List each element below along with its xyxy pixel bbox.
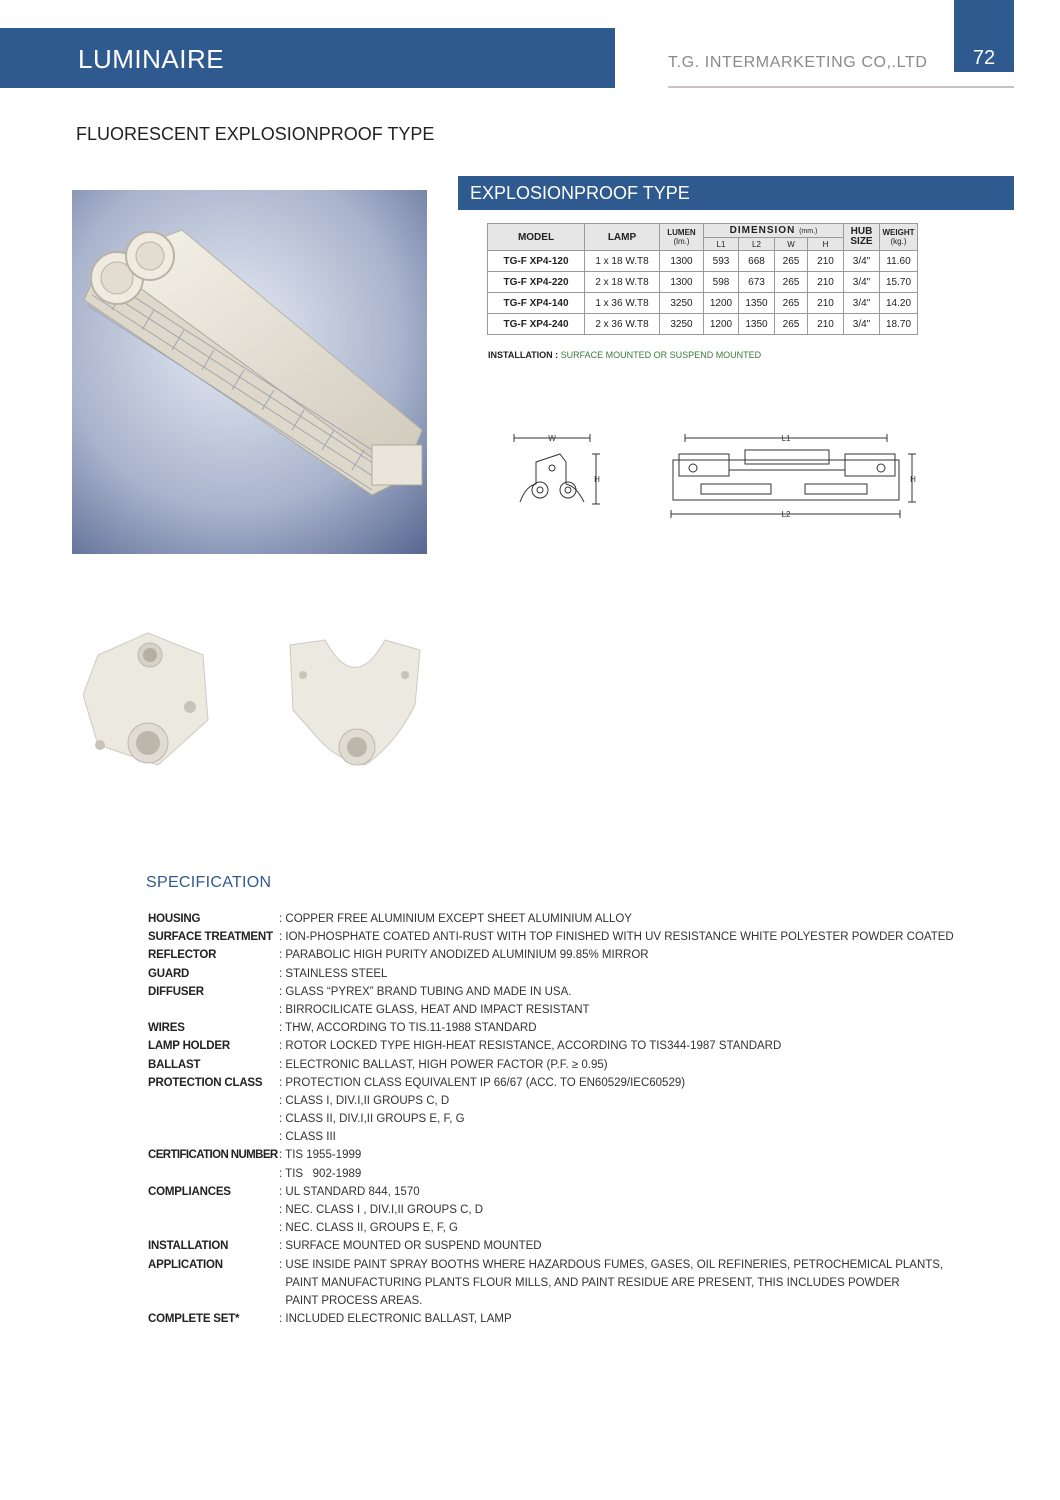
spec-row-compliances-cont [148,1219,1028,1237]
cell-lamp: 2 x 36 W.T8 [585,314,660,335]
spec-label: COMPLIANCES [148,1185,231,1198]
company-rule [668,86,1014,88]
specification-list [148,910,1028,1328]
spec-value: : CLASS II, DIV.I,II GROUPS E, F, G [279,1113,465,1126]
diagram-label-w: W [548,434,556,443]
th-l2: L2 [739,238,775,251]
spec-row-certification-number [148,1146,1028,1164]
cell-model: TG-F XP4-120 [488,251,585,272]
spec-label [148,1001,279,1019]
spec-label: HOUSING [148,913,201,925]
table-row [488,314,918,335]
th-hub-label: HUB [850,226,873,237]
spec-label [148,1092,279,1110]
spec-value: : NEC. CLASS II, GROUPS E, F, G [279,1222,458,1235]
cell-weight: 14.20 [880,293,918,314]
spec-label: WIRES [148,1022,185,1035]
type-title: EXPLOSIONPROOF TYPE [470,183,690,203]
cell-lumen: 3250 [660,314,704,335]
spec-row-compliances [148,1183,1028,1201]
cell-l1: 1200 [704,293,739,314]
th-w: W [775,238,808,251]
th-weight [880,224,918,251]
spec-row-complete-set [148,1310,1028,1328]
spec-row-guard [148,965,1028,983]
spec-row-compliances-cont [148,1201,1028,1219]
spec-row-protection-class-cont [148,1110,1028,1128]
spec-label [148,1201,279,1219]
spec-label [148,1292,279,1310]
cell-model: TG-F XP4-140 [488,293,585,314]
spec-row-lamp-holder [148,1037,1028,1055]
spec-value: : STAINLESS STEEL [279,967,388,980]
section-title: LUMINAIRE [78,44,225,74]
th-hub-size: SIZE [850,236,873,247]
spec-value: : UL STANDARD 844, 1570 [279,1185,420,1198]
spec-label [148,1165,279,1183]
th-model: MODEL [488,224,585,251]
cell-hub: 3/4" [844,314,880,335]
cell-h: 210 [808,272,844,293]
cell-l2: 1350 [739,314,775,335]
spec-label [148,1219,279,1237]
spec-label: CERTIFICATION NUMBER [148,1149,278,1162]
spec-value: : INCLUDED ELECTRONIC BALLAST, LAMP [279,1313,512,1326]
product-photo-luminaire [72,190,427,554]
cell-l2: 668 [739,251,775,272]
th-lumen-unit: (lm.) [673,237,690,246]
th-dimension-label: DIMENSION [729,225,796,236]
spec-value: : NEC. CLASS I , DIV.I,II GROUPS C, D [279,1204,484,1216]
spec-value: : SURFACE MOUNTED OR SUSPEND MOUNTED [279,1240,542,1253]
product-photo-end-fitting [78,625,213,770]
installation-note-value: SURFACE MOUNTED OR SUSPEND MOUNTED [560,350,762,360]
th-l1: L1 [704,238,739,251]
spec-value: : TIS 902-1989 [279,1167,362,1180]
spec-value: : PARABOLIC HIGH PURITY ANODIZED ALUMINIUM 99.85% MIRROR [279,949,649,962]
spec-value: PAINT PROCESS AREAS. [279,1294,423,1307]
diagram-label-l2: L2 [781,510,791,519]
page-subtitle: FLUORESCENT EXPLOSIONPROOF TYPE [76,124,435,144]
spec-row-installation [148,1237,1028,1255]
cell-lamp: 1 x 18 W.T8 [585,251,660,272]
diagram-label-h-end: H [594,475,600,484]
cell-hub: 3/4" [844,272,880,293]
cell-w: 265 [775,251,808,272]
th-dimension [704,224,844,238]
specification-heading: SPECIFICATION [146,874,272,891]
spec-value: : TIS 1955-1999 [279,1149,362,1162]
cell-l2: 1350 [739,293,775,314]
spec-value: : PROTECTION CLASS EQUIVALENT IP 66/67 (ACC. TO EN60529/IEC60529) [279,1076,686,1089]
table-row [488,251,918,272]
spec-label: REFLECTOR [148,949,217,962]
installation-note-label: INSTALLATION : [488,350,559,360]
cell-model: TG-F XP4-220 [488,272,585,293]
spec-value: : ROTOR LOCKED TYPE HIGH-HEAT RESISTANCE, ACCORDING TO TIS344-1987 STANDARD [279,1040,782,1053]
th-weight-label: WEIGHT [882,228,915,237]
cell-hub: 3/4" [844,293,880,314]
spec-row-reflector [148,946,1028,964]
th-lamp: LAMP [585,224,660,251]
spec-value: : USE INSIDE PAINT SPRAY BOOTHS WHERE HAZARDOUS FUMES, GASES, OIL REFINERIES, PETROCHEMICAL PLANTS, [279,1258,944,1271]
diagram-label-h-side: H [910,475,916,484]
th-weight-unit: (kg.) [890,237,907,246]
spec-value: : CLASS III [279,1131,336,1144]
spec-row-application-cont [148,1292,1028,1310]
cell-l1: 593 [704,251,739,272]
cell-weight: 18.70 [880,314,918,335]
cell-weight: 15.70 [880,272,918,293]
spec-row-surface-treatment [148,928,1028,946]
cell-l1: 598 [704,272,739,293]
model-table [487,223,918,335]
th-h: H [808,238,844,251]
cell-h: 210 [808,314,844,335]
spec-value: : ELECTRONIC BALLAST, HIGH POWER FACTOR (P.F. ≥ 0.95) [279,1058,608,1071]
spec-label: COMPLETE SET* [148,1313,240,1326]
spec-label: BALLAST [148,1058,201,1071]
table-row [488,272,918,293]
spec-label [148,1128,279,1146]
spec-value: : ION-PHOSPHATE COATED ANTI-RUST WITH TOP FINISHED WITH UV RESISTANCE WHITE POLYESTER POWDER COATED [279,931,954,944]
cell-lamp: 2 x 18 W.T8 [585,272,660,293]
cell-l2: 673 [739,272,775,293]
spec-row-diffuser-cont [148,1001,1028,1019]
spec-label: LAMP HOLDER [148,1040,230,1053]
cell-hub: 3/4" [844,251,880,272]
cell-h: 210 [808,293,844,314]
cell-model: TG-F XP4-240 [488,314,585,335]
cell-l1: 1200 [704,314,739,335]
spec-row-housing [148,910,1028,928]
cell-weight: 11.60 [880,251,918,272]
th-hub [844,224,880,251]
spec-row-ballast [148,1056,1028,1074]
diagram-label-l1: L1 [781,434,791,443]
spec-row-protection-class-cont [148,1128,1028,1146]
cell-w: 265 [775,314,808,335]
cell-lumen: 3250 [660,293,704,314]
product-photo-clamp-fitting [285,635,425,770]
spec-label [148,1274,279,1292]
cell-w: 265 [775,293,808,314]
spec-value: : CLASS I, DIV.I,II GROUPS C, D [279,1094,450,1107]
spec-value: : COPPER FREE ALUMINIUM EXCEPT SHEET ALUMINIUM ALLOY [279,913,632,925]
spec-label: INSTALLATION [148,1240,229,1253]
cell-lumen: 1300 [660,272,704,293]
diagram-end-view [508,428,608,528]
th-lumen-label: LUMEN [667,228,696,237]
installation-note [488,350,761,360]
spec-label: GUARD [148,967,190,980]
spec-row-application [148,1256,1028,1274]
cell-lamp: 1 x 36 W.T8 [585,293,660,314]
spec-row-certification-cont [148,1165,1028,1183]
cell-lumen: 1300 [660,251,704,272]
spec-label: PROTECTION CLASS [148,1076,263,1089]
spec-row-wires [148,1019,1028,1037]
diagram-side-view [665,428,920,528]
spec-label [148,1110,279,1128]
spec-row-protection-class-cont [148,1092,1028,1110]
spec-value: PAINT MANUFACTURING PLANTS FLOUR MILLS, AND PAINT RESIDUE ARE PRESENT, THIS INCLUDES POWDER [279,1276,900,1289]
page-number: 72 [972,47,996,69]
spec-row-protection-class [148,1074,1028,1092]
spec-value: : GLASS “PYREX” BRAND TUBING AND MADE IN USA. [279,985,572,998]
table-row [488,293,918,314]
spec-row-diffuser [148,983,1028,1001]
th-dimension-unit: (mm.) [799,228,818,235]
spec-row-application-cont [148,1274,1028,1292]
company-name: T.G. INTERMARKETING CO,.LTD [668,54,928,71]
spec-label: DIFFUSER [148,985,204,998]
cell-w: 265 [775,272,808,293]
spec-value: : BIRROCILICATE GLASS, HEAT AND IMPACT RESISTANT [279,1003,590,1016]
th-lumen [660,224,704,251]
spec-label: APPLICATION [148,1258,223,1271]
spec-value: : THW, ACCORDING TO TIS.11-1988 STANDARD [279,1022,537,1035]
cell-h: 210 [808,251,844,272]
spec-label: SURFACE TREATMENT [148,931,273,944]
